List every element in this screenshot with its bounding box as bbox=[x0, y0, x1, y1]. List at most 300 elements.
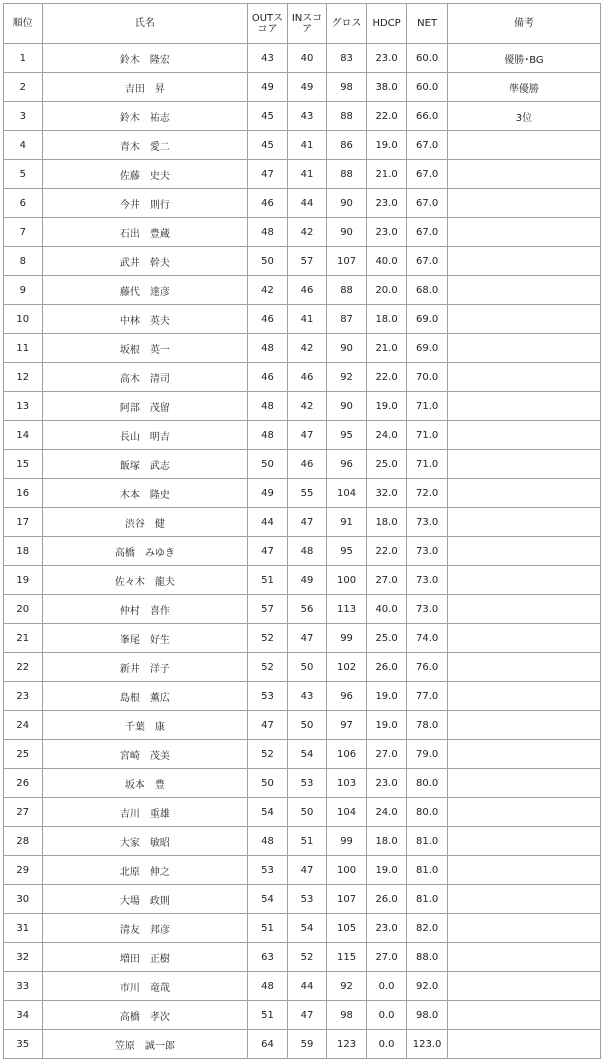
rank-cell: 29 bbox=[4, 856, 43, 885]
gross-cell: 96 bbox=[327, 450, 367, 479]
in-score-cell: 51 bbox=[287, 827, 327, 856]
name-cell: 飯塚 武志 bbox=[42, 450, 248, 479]
table-row bbox=[4, 972, 601, 1001]
net-cell: 71.0 bbox=[407, 450, 448, 479]
table-header bbox=[4, 4, 601, 44]
out-score-cell: 48 bbox=[248, 334, 288, 363]
name-cell: 北原 伸之 bbox=[42, 856, 248, 885]
hdcp-cell: 19.0 bbox=[366, 131, 407, 160]
out-score-cell: 53 bbox=[248, 682, 288, 711]
header-row bbox=[4, 4, 601, 44]
table-body bbox=[4, 44, 601, 1059]
gross-cell: 102 bbox=[327, 653, 367, 682]
rank-cell: 20 bbox=[4, 595, 43, 624]
gross-cell: 113 bbox=[327, 595, 367, 624]
net-cell: 67.0 bbox=[407, 131, 448, 160]
rank-cell: 10 bbox=[4, 305, 43, 334]
gross-cell: 107 bbox=[327, 885, 367, 914]
out-score-cell: 52 bbox=[248, 653, 288, 682]
in-score-cell: 53 bbox=[287, 769, 327, 798]
rank-cell: 8 bbox=[4, 247, 43, 276]
out-score-cell: 48 bbox=[248, 392, 288, 421]
out-score-cell: 49 bbox=[248, 73, 288, 102]
name-cell: 武井 幹夫 bbox=[42, 247, 248, 276]
note-cell bbox=[447, 943, 600, 972]
note-cell bbox=[447, 247, 600, 276]
hdcp-cell: 0.0 bbox=[366, 1030, 407, 1059]
in-score-cell: 42 bbox=[287, 392, 327, 421]
net-cell: 81.0 bbox=[407, 885, 448, 914]
hdcp-cell: 27.0 bbox=[366, 740, 407, 769]
name-cell: 増田 正樹 bbox=[42, 943, 248, 972]
note-cell bbox=[447, 1001, 600, 1030]
net-cell: 78.0 bbox=[407, 711, 448, 740]
in-score-cell: 47 bbox=[287, 624, 327, 653]
rank-cell: 6 bbox=[4, 189, 43, 218]
rank-cell: 11 bbox=[4, 334, 43, 363]
in-score-cell: 56 bbox=[287, 595, 327, 624]
in-score-cell: 47 bbox=[287, 856, 327, 885]
header-name: 氏名 bbox=[42, 4, 248, 44]
note-cell bbox=[447, 740, 600, 769]
rank-cell: 34 bbox=[4, 1001, 43, 1030]
in-score-cell: 43 bbox=[287, 682, 327, 711]
table-row bbox=[4, 711, 601, 740]
in-score-cell: 53 bbox=[287, 885, 327, 914]
out-score-cell: 48 bbox=[248, 972, 288, 1001]
hdcp-cell: 25.0 bbox=[366, 624, 407, 653]
table-row bbox=[4, 653, 601, 682]
table-row bbox=[4, 73, 601, 102]
name-cell: 吉川 重雄 bbox=[42, 798, 248, 827]
hdcp-cell: 22.0 bbox=[366, 102, 407, 131]
table-row bbox=[4, 566, 601, 595]
note-cell bbox=[447, 131, 600, 160]
net-cell: 67.0 bbox=[407, 189, 448, 218]
hdcp-cell: 19.0 bbox=[366, 392, 407, 421]
header-hdcp: HDCP bbox=[366, 4, 407, 44]
name-cell: 笠原 誠一郎 bbox=[42, 1030, 248, 1059]
note-cell: 準優勝 bbox=[447, 73, 600, 102]
table-row bbox=[4, 624, 601, 653]
gross-cell: 90 bbox=[327, 392, 367, 421]
gross-cell: 97 bbox=[327, 711, 367, 740]
rank-cell: 30 bbox=[4, 885, 43, 914]
out-score-cell: 42 bbox=[248, 276, 288, 305]
note-cell bbox=[447, 450, 600, 479]
table-row bbox=[4, 682, 601, 711]
name-cell: 木本 隆史 bbox=[42, 479, 248, 508]
header-note: 備考 bbox=[447, 4, 600, 44]
out-score-cell: 46 bbox=[248, 363, 288, 392]
net-cell: 73.0 bbox=[407, 566, 448, 595]
table-row bbox=[4, 276, 601, 305]
hdcp-cell: 23.0 bbox=[366, 769, 407, 798]
in-score-cell: 57 bbox=[287, 247, 327, 276]
net-cell: 60.0 bbox=[407, 44, 448, 73]
table-row bbox=[4, 218, 601, 247]
in-score-cell: 54 bbox=[287, 740, 327, 769]
name-cell: 鈴木 隆宏 bbox=[42, 44, 248, 73]
results-table bbox=[3, 3, 601, 1059]
out-score-cell: 51 bbox=[248, 1001, 288, 1030]
hdcp-cell: 18.0 bbox=[366, 508, 407, 537]
name-cell: 青木 愛二 bbox=[42, 131, 248, 160]
out-score-cell: 52 bbox=[248, 740, 288, 769]
out-score-cell: 47 bbox=[248, 537, 288, 566]
gross-cell: 104 bbox=[327, 479, 367, 508]
name-cell: 市川 竜哉 bbox=[42, 972, 248, 1001]
hdcp-cell: 21.0 bbox=[366, 334, 407, 363]
name-cell: 仲村 喜作 bbox=[42, 595, 248, 624]
out-score-cell: 43 bbox=[248, 44, 288, 73]
gross-cell: 90 bbox=[327, 218, 367, 247]
net-cell: 67.0 bbox=[407, 247, 448, 276]
name-cell: 宮崎 茂美 bbox=[42, 740, 248, 769]
rank-cell: 26 bbox=[4, 769, 43, 798]
table-row bbox=[4, 102, 601, 131]
hdcp-cell: 22.0 bbox=[366, 537, 407, 566]
out-score-cell: 64 bbox=[248, 1030, 288, 1059]
table-row bbox=[4, 740, 601, 769]
out-score-cell: 45 bbox=[248, 102, 288, 131]
net-cell: 81.0 bbox=[407, 856, 448, 885]
name-cell: 佐々木 龍夫 bbox=[42, 566, 248, 595]
table-row bbox=[4, 798, 601, 827]
gross-cell: 96 bbox=[327, 682, 367, 711]
net-cell: 68.0 bbox=[407, 276, 448, 305]
table-row bbox=[4, 160, 601, 189]
in-score-cell: 46 bbox=[287, 450, 327, 479]
net-cell: 77.0 bbox=[407, 682, 448, 711]
name-cell: 吉田 昇 bbox=[42, 73, 248, 102]
table-row bbox=[4, 1030, 601, 1059]
net-cell: 74.0 bbox=[407, 624, 448, 653]
in-score-cell: 42 bbox=[287, 218, 327, 247]
note-cell bbox=[447, 334, 600, 363]
gross-cell: 100 bbox=[327, 566, 367, 595]
name-cell: 大場 政則 bbox=[42, 885, 248, 914]
note-cell bbox=[447, 856, 600, 885]
name-cell: 新井 洋子 bbox=[42, 653, 248, 682]
note-cell bbox=[447, 392, 600, 421]
name-cell: 今井 則行 bbox=[42, 189, 248, 218]
rank-cell: 28 bbox=[4, 827, 43, 856]
table-row bbox=[4, 421, 601, 450]
hdcp-cell: 18.0 bbox=[366, 305, 407, 334]
hdcp-cell: 19.0 bbox=[366, 856, 407, 885]
name-cell: 石出 豊蔵 bbox=[42, 218, 248, 247]
in-score-cell: 54 bbox=[287, 914, 327, 943]
rank-cell: 19 bbox=[4, 566, 43, 595]
net-cell: 80.0 bbox=[407, 798, 448, 827]
rank-cell: 14 bbox=[4, 421, 43, 450]
out-score-cell: 50 bbox=[248, 769, 288, 798]
table-row bbox=[4, 508, 601, 537]
net-cell: 69.0 bbox=[407, 334, 448, 363]
net-cell: 123.0 bbox=[407, 1030, 448, 1059]
rank-cell: 16 bbox=[4, 479, 43, 508]
out-score-cell: 54 bbox=[248, 885, 288, 914]
hdcp-cell: 19.0 bbox=[366, 682, 407, 711]
gross-cell: 88 bbox=[327, 160, 367, 189]
table-row bbox=[4, 943, 601, 972]
note-cell bbox=[447, 537, 600, 566]
table-row bbox=[4, 827, 601, 856]
rank-cell: 25 bbox=[4, 740, 43, 769]
gross-cell: 115 bbox=[327, 943, 367, 972]
net-cell: 73.0 bbox=[407, 595, 448, 624]
note-cell bbox=[447, 305, 600, 334]
note-cell bbox=[447, 711, 600, 740]
table-row bbox=[4, 334, 601, 363]
name-cell: 坂根 英一 bbox=[42, 334, 248, 363]
out-score-cell: 47 bbox=[248, 160, 288, 189]
table-row bbox=[4, 131, 601, 160]
net-cell: 82.0 bbox=[407, 914, 448, 943]
gross-cell: 83 bbox=[327, 44, 367, 73]
table-row bbox=[4, 363, 601, 392]
net-cell: 71.0 bbox=[407, 392, 448, 421]
note-cell bbox=[447, 508, 600, 537]
out-score-cell: 57 bbox=[248, 595, 288, 624]
note-cell bbox=[447, 566, 600, 595]
rank-cell: 23 bbox=[4, 682, 43, 711]
hdcp-cell: 21.0 bbox=[366, 160, 407, 189]
net-cell: 79.0 bbox=[407, 740, 448, 769]
in-score-cell: 41 bbox=[287, 305, 327, 334]
name-cell: 清友 邦彦 bbox=[42, 914, 248, 943]
rank-cell: 21 bbox=[4, 624, 43, 653]
note-cell: 3位 bbox=[447, 102, 600, 131]
in-score-cell: 43 bbox=[287, 102, 327, 131]
rank-cell: 22 bbox=[4, 653, 43, 682]
gross-cell: 95 bbox=[327, 537, 367, 566]
net-cell: 70.0 bbox=[407, 363, 448, 392]
net-cell: 66.0 bbox=[407, 102, 448, 131]
gross-cell: 98 bbox=[327, 1001, 367, 1030]
note-cell bbox=[447, 189, 600, 218]
rank-cell: 31 bbox=[4, 914, 43, 943]
rank-cell: 27 bbox=[4, 798, 43, 827]
net-cell: 72.0 bbox=[407, 479, 448, 508]
gross-cell: 100 bbox=[327, 856, 367, 885]
in-score-cell: 46 bbox=[287, 363, 327, 392]
rank-cell: 9 bbox=[4, 276, 43, 305]
net-cell: 88.0 bbox=[407, 943, 448, 972]
table-row bbox=[4, 450, 601, 479]
note-cell bbox=[447, 363, 600, 392]
in-score-cell: 47 bbox=[287, 421, 327, 450]
table-row bbox=[4, 479, 601, 508]
table-row bbox=[4, 305, 601, 334]
gross-cell: 123 bbox=[327, 1030, 367, 1059]
net-cell: 73.0 bbox=[407, 508, 448, 537]
net-cell: 80.0 bbox=[407, 769, 448, 798]
in-score-cell: 48 bbox=[287, 537, 327, 566]
gross-cell: 92 bbox=[327, 972, 367, 1001]
gross-cell: 90 bbox=[327, 189, 367, 218]
gross-cell: 87 bbox=[327, 305, 367, 334]
header-net: NET bbox=[407, 4, 448, 44]
in-score-cell: 55 bbox=[287, 479, 327, 508]
in-score-cell: 49 bbox=[287, 566, 327, 595]
note-cell bbox=[447, 421, 600, 450]
rank-cell: 18 bbox=[4, 537, 43, 566]
name-cell: 高橋 孝次 bbox=[42, 1001, 248, 1030]
hdcp-cell: 26.0 bbox=[366, 885, 407, 914]
in-score-cell: 47 bbox=[287, 508, 327, 537]
rank-cell: 17 bbox=[4, 508, 43, 537]
table-row bbox=[4, 914, 601, 943]
hdcp-cell: 23.0 bbox=[366, 914, 407, 943]
out-score-cell: 51 bbox=[248, 566, 288, 595]
hdcp-cell: 23.0 bbox=[366, 218, 407, 247]
rank-cell: 32 bbox=[4, 943, 43, 972]
in-score-cell: 50 bbox=[287, 711, 327, 740]
rank-cell: 33 bbox=[4, 972, 43, 1001]
hdcp-cell: 0.0 bbox=[366, 1001, 407, 1030]
name-cell: 峯尾 好生 bbox=[42, 624, 248, 653]
note-cell bbox=[447, 682, 600, 711]
net-cell: 69.0 bbox=[407, 305, 448, 334]
name-cell: 中林 英夫 bbox=[42, 305, 248, 334]
out-score-cell: 54 bbox=[248, 798, 288, 827]
hdcp-cell: 27.0 bbox=[366, 566, 407, 595]
header-gross: グロス bbox=[327, 4, 367, 44]
in-score-cell: 50 bbox=[287, 798, 327, 827]
gross-cell: 107 bbox=[327, 247, 367, 276]
out-score-cell: 48 bbox=[248, 827, 288, 856]
note-cell bbox=[447, 624, 600, 653]
table-row bbox=[4, 769, 601, 798]
out-score-cell: 44 bbox=[248, 508, 288, 537]
net-cell: 67.0 bbox=[407, 218, 448, 247]
net-cell: 67.0 bbox=[407, 160, 448, 189]
rank-cell: 15 bbox=[4, 450, 43, 479]
note-cell bbox=[447, 972, 600, 1001]
rank-cell: 13 bbox=[4, 392, 43, 421]
out-score-cell: 50 bbox=[248, 247, 288, 276]
hdcp-cell: 22.0 bbox=[366, 363, 407, 392]
hdcp-cell: 26.0 bbox=[366, 653, 407, 682]
out-score-cell: 46 bbox=[248, 189, 288, 218]
hdcp-cell: 24.0 bbox=[366, 798, 407, 827]
hdcp-cell: 40.0 bbox=[366, 247, 407, 276]
note-cell bbox=[447, 160, 600, 189]
gross-cell: 90 bbox=[327, 334, 367, 363]
header-in-score: INスコア bbox=[287, 4, 327, 44]
gross-cell: 104 bbox=[327, 798, 367, 827]
in-score-cell: 42 bbox=[287, 334, 327, 363]
note-cell bbox=[447, 276, 600, 305]
gross-cell: 98 bbox=[327, 73, 367, 102]
table-row bbox=[4, 189, 601, 218]
net-cell: 92.0 bbox=[407, 972, 448, 1001]
table-row bbox=[4, 392, 601, 421]
rank-cell: 24 bbox=[4, 711, 43, 740]
rank-cell: 5 bbox=[4, 160, 43, 189]
net-cell: 73.0 bbox=[407, 537, 448, 566]
rank-cell: 12 bbox=[4, 363, 43, 392]
out-score-cell: 48 bbox=[248, 218, 288, 247]
in-score-cell: 40 bbox=[287, 44, 327, 73]
rank-cell: 2 bbox=[4, 73, 43, 102]
in-score-cell: 52 bbox=[287, 943, 327, 972]
out-score-cell: 47 bbox=[248, 711, 288, 740]
name-cell: 千葉 康 bbox=[42, 711, 248, 740]
in-score-cell: 41 bbox=[287, 160, 327, 189]
rank-cell: 4 bbox=[4, 131, 43, 160]
note-cell bbox=[447, 914, 600, 943]
hdcp-cell: 19.0 bbox=[366, 711, 407, 740]
hdcp-cell: 25.0 bbox=[366, 450, 407, 479]
hdcp-cell: 32.0 bbox=[366, 479, 407, 508]
in-score-cell: 46 bbox=[287, 276, 327, 305]
out-score-cell: 52 bbox=[248, 624, 288, 653]
out-score-cell: 63 bbox=[248, 943, 288, 972]
table-row bbox=[4, 856, 601, 885]
out-score-cell: 48 bbox=[248, 421, 288, 450]
out-score-cell: 49 bbox=[248, 479, 288, 508]
gross-cell: 88 bbox=[327, 276, 367, 305]
hdcp-cell: 20.0 bbox=[366, 276, 407, 305]
name-cell: 坂本 豊 bbox=[42, 769, 248, 798]
gross-cell: 91 bbox=[327, 508, 367, 537]
name-cell: 長山 明吉 bbox=[42, 421, 248, 450]
gross-cell: 105 bbox=[327, 914, 367, 943]
name-cell: 鈴木 祐志 bbox=[42, 102, 248, 131]
table-row bbox=[4, 537, 601, 566]
gross-cell: 86 bbox=[327, 131, 367, 160]
rank-cell: 35 bbox=[4, 1030, 43, 1059]
hdcp-cell: 0.0 bbox=[366, 972, 407, 1001]
note-cell bbox=[447, 798, 600, 827]
out-score-cell: 45 bbox=[248, 131, 288, 160]
table-row bbox=[4, 885, 601, 914]
table-row bbox=[4, 1001, 601, 1030]
note-cell bbox=[447, 885, 600, 914]
name-cell: 渋谷 健 bbox=[42, 508, 248, 537]
hdcp-cell: 24.0 bbox=[366, 421, 407, 450]
net-cell: 98.0 bbox=[407, 1001, 448, 1030]
header-rank: 順位 bbox=[4, 4, 43, 44]
note-cell: 優勝･BG bbox=[447, 44, 600, 73]
hdcp-cell: 27.0 bbox=[366, 943, 407, 972]
hdcp-cell: 18.0 bbox=[366, 827, 407, 856]
gross-cell: 106 bbox=[327, 740, 367, 769]
table-row bbox=[4, 247, 601, 276]
name-cell: 高橋 みゆき bbox=[42, 537, 248, 566]
table-row bbox=[4, 595, 601, 624]
hdcp-cell: 40.0 bbox=[366, 595, 407, 624]
net-cell: 81.0 bbox=[407, 827, 448, 856]
out-score-cell: 53 bbox=[248, 856, 288, 885]
in-score-cell: 49 bbox=[287, 73, 327, 102]
name-cell: 高木 清司 bbox=[42, 363, 248, 392]
hdcp-cell: 23.0 bbox=[366, 44, 407, 73]
gross-cell: 92 bbox=[327, 363, 367, 392]
name-cell: 阿部 茂留 bbox=[42, 392, 248, 421]
rank-cell: 1 bbox=[4, 44, 43, 73]
gross-cell: 99 bbox=[327, 827, 367, 856]
note-cell bbox=[447, 1030, 600, 1059]
note-cell bbox=[447, 653, 600, 682]
name-cell: 大家 敏昭 bbox=[42, 827, 248, 856]
header-out-score: OUTスコア bbox=[248, 4, 288, 44]
in-score-cell: 50 bbox=[287, 653, 327, 682]
out-score-cell: 46 bbox=[248, 305, 288, 334]
